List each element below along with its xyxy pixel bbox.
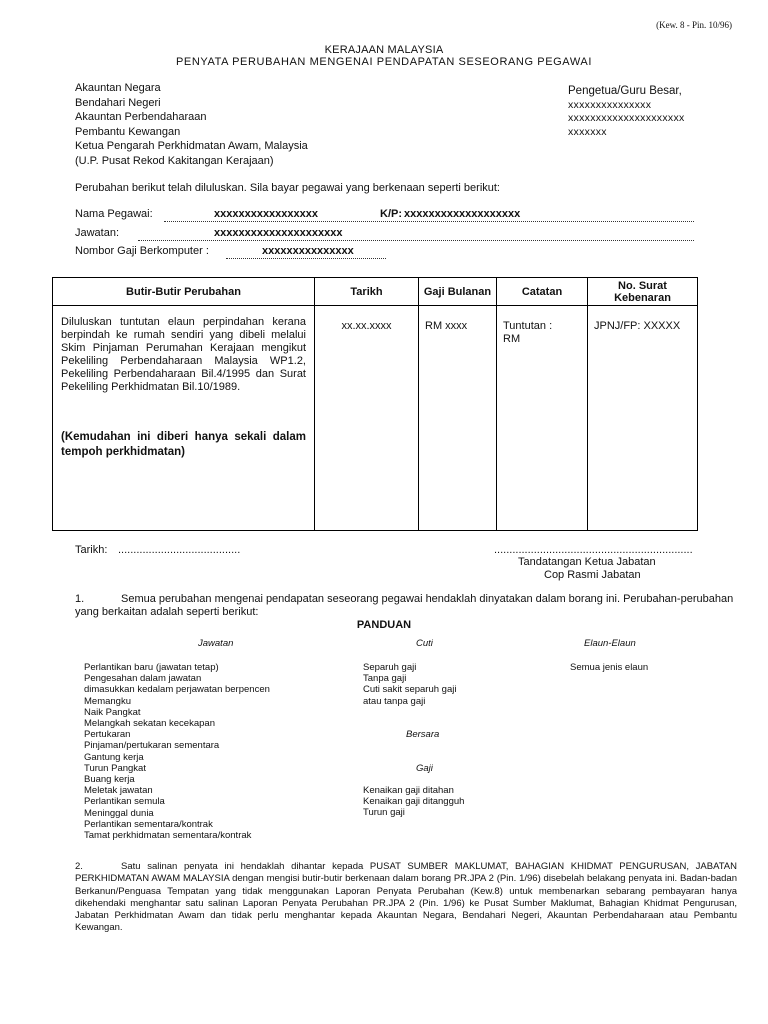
jawatan-dotted-line [138,240,694,241]
para1-number: 1. [75,593,85,605]
list-item: Turun gaji [363,807,405,819]
nama-value: xxxxxxxxxxxxxxxxx [214,208,319,220]
guide-jawatan-list [84,662,270,841]
sender-address-line: xxxxxxxxxxxxxxx [568,98,652,111]
list-item: Kenaikan gaji ditangguh [363,796,465,808]
stamp-label: Cop Rasmi Jabatan [544,569,641,581]
tarikh-value: xx.xx.xxxx [341,320,392,332]
cell-gaji [419,306,497,531]
sender-address-line: xxxxxxx [568,125,607,138]
para2-number: 2. [75,861,83,872]
para1-text [75,593,735,619]
recipient-item: Ketua Pengarah Perkhidmatan Awam, Malaysia [75,140,308,152]
list-item: Gantung kerja [84,751,144,763]
recipient-item: Akauntan Negara [75,82,161,94]
header-no-surat: No. Surat Kebenaran [588,278,698,306]
gaji-number-value: xxxxxxxxxxxxxxx [262,245,354,257]
list-item: Tanpa gaji [363,673,407,685]
guide-cuti-list [363,662,456,707]
header-catatan: Catatan [497,278,588,306]
list-item: Tamat perkhidmatan sementara/kontrak [84,830,252,842]
catatan-line: Tuntutan : [503,320,553,332]
guide-elaun-heading: Elaun-Elaun [584,638,636,649]
tarikh-sign-dots: ........................................ [118,544,241,556]
list-item: Meletak jawatan [84,785,153,797]
header-tarikh: Tarikh [315,278,419,306]
recipient-item: Akauntan Perbendaharaan [75,111,207,123]
change-note: (Kemudahan ini diberi hanya sekali dalam tempoh perkhidmatan) [61,431,306,458]
recipient-list [75,81,308,168]
document-title: KERAJAAN MALAYSIA [324,44,444,56]
para1-body: Semua perubahan mengenai pendapatan seseorang pegawai hendaklah dinyatakan dalam borang ini. Perubahan-perubahan yang berkaitan adalah seperti berikut: [75,593,734,618]
list-item: Turun Pangkat [84,762,146,774]
surat-value: JPNJ/FP: XXXXX [594,320,681,332]
list-item: Separuh gaji [363,662,417,673]
guide-gaji-heading: Gaji [416,763,433,774]
recipient-item: Pembantu Kewangan [75,125,181,138]
list-item: dimasukkan kedalam perjawatan berpencen [84,684,270,696]
para2-body: Satu salinan penyata ini hendaklah dihantar kepada PUSAT SUMBER MAKLUMAT, BAHAGIAN KHIDMAT PENGURUSAN, JABATAN PERKHIDMATAN AWAM MALAYSIA dengan mengisi butir-butir berkenaan dalam borang PR.JPA 2 (Pin. 1/96) disebelah belakang penyata ini. Badan-badan Berkanun/Penguasa Tempatan yang tidak menggunakan Laporan Penyata Perubahan (Kew.8) untuk membenarkan sebarang pembayaran hanya dikehendaki menghantar satu salinan Laporan Penyata Perubahan PR.JPA 2 (Pin. 1/96) ke Pusat Sumber Maklumat, Bahagian Khidmat Pengurusan, Jabatan Perkhidmatan Awam dan tidak perlu menghantar kepada Akauntan Negara, Bendahari Negeri, Akauntan Perbendaharaan atau Pembantu Kewangan. [75,861,737,934]
sender-title: Pengetua/Guru Besar, [568,85,682,97]
list-item: Perlantikan sementara/kontrak [84,818,213,830]
kp-label: K/P: [380,208,402,220]
signature-dots: ................................................................. [494,544,693,556]
table-row [53,306,698,531]
recipient-item: (U.P. Pusat Rekod Kakitangan Kerajaan) [75,154,274,167]
list-item: Kenaikan gaji ditahan [363,785,454,796]
list-item: Perlantikan baru (jawatan tetap) [84,662,219,673]
gaji-number-dotted-line [226,258,386,259]
cell-catatan [497,306,588,531]
nama-label: Nama Pegawai: [75,208,153,220]
guide-gaji-list [363,785,464,819]
gaji-value: RM xxxx [425,320,468,332]
header-butir: Butir-Butir Perubahan [53,278,315,306]
guide-cuti-heading: Cuti [416,638,433,649]
list-item: Buang kerja [84,774,135,786]
cell-butir [53,306,315,531]
cell-surat [588,306,698,531]
list-item: Melangkah sekatan kecekapan [84,718,215,730]
list-item: Pertukaran [84,729,131,741]
kp-value: xxxxxxxxxxxxxxxxxxx [404,208,521,220]
nama-dotted-line [164,221,694,222]
document-subtitle: PENYATA PERUBAHAN MENGENAI PENDAPATAN SESEORANG PEGAWAI [175,56,593,68]
list-item: Memangku [84,695,131,707]
sender-block [568,85,685,139]
list-item: Naik Pangkat [84,706,141,718]
guide-title: PANDUAN [356,619,412,631]
list-item: Pengesahan dalam jawatan [84,673,202,685]
jawatan-value: xxxxxxxxxxxxxxxxxxxxx [214,227,343,239]
list-item: Meninggal dunia [84,807,154,819]
list-item: Cuti sakit separuh gaji [363,684,457,696]
tarikh-sign-label: Tarikh: [75,544,108,556]
guide-bersara-heading: Bersara [406,729,440,740]
signature-label: Tandatangan Ketua Jabatan [518,556,656,568]
intro-text: Perubahan berikut telah diluluskan. Sila bayar pegawai yang berkenaan seperti berikut: [75,182,500,194]
gaji-number-label: Nombor Gaji Berkomputer : [75,245,209,257]
catatan-line: RM [503,333,521,345]
header-gaji-bulanan: Gaji Bulanan [419,278,497,306]
para2-text [75,861,737,935]
list-item: atau tanpa gaji [363,695,426,707]
recipient-item: Bendahari Negeri [75,96,161,109]
sender-address-line: xxxxxxxxxxxxxxxxxxxxx [568,112,685,124]
changes-table [52,277,698,531]
form-reference: (Kew. 8 - Pin. 10/96) [656,20,732,30]
list-item: Perlantikan semula [84,796,165,808]
guide-elaun-item: Semua jenis elaun [570,662,649,673]
table-header-row [53,278,698,306]
guide-jawatan-heading: Jawatan [198,638,234,649]
list-item: Pinjaman/pertukaran sementara [84,740,220,752]
change-description: Diluluskan tuntutan elaun perpindahan kerana berpindah ke rumah sendiri yang dibeli melalui Skim Pinjaman Perumahan Kerajaan mengikut Pekeliling Perbendaharaan Malaysia WP1.2, Pekeliling Perbendaharaan Bil.4/1995 dan Surat Pekeliling Perkhidmatan Bil.10/1989. [61,316,306,393]
cell-tarikh [315,306,419,531]
jawatan-label: Jawatan: [75,227,120,239]
